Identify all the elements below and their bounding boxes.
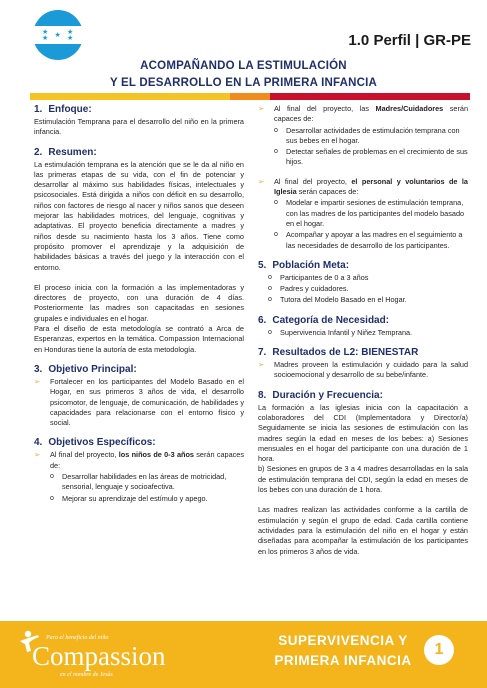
section-heading-objetivo: 3. Objetivo Principal: <box>34 363 137 375</box>
duracion-paragraph: Las madres realizan las actividades conforme a la cartilla de estimulación y según el grupo de edad. Cada cartilla contiene actividades para la estimulación del niño en el hogar y están diseñadas para acompañar la estimulación de los participantes en los primeros 3 años de vida. <box>258 505 468 556</box>
list-item: o Participantes de 0 a 3 años <box>268 273 468 283</box>
footer-title-line1: SUPERVIVENCIA Y <box>278 633 408 648</box>
section-heading-resumen: 2. Resumen: <box>34 146 97 158</box>
section-heading-enfoque: 1. Enfoque: <box>34 104 92 115</box>
enfoque-text: Estimulación Temprana para el desarrollo del niño en la primera infancia. <box>34 117 244 137</box>
left-column <box>34 104 244 505</box>
footer-title-line2: PRIMERA INFANCIA <box>274 653 412 668</box>
duracion-paragraph: La formación a las iglesias inicia con la capacitación a colaboradores del CDI (Implementadora y Director/a) Seguidamente se inicia las sesiones de estimulación con las madres según la edad en meses de los bebes: a) Sesiones mensuales en el hogar del participante con una duración de 1 hora. <box>258 402 468 464</box>
list-item: o Mejorar su aprendizaje del estímulo y apego. <box>50 494 244 504</box>
section-heading-poblacion: 5. Población Meta: <box>258 259 350 271</box>
resumen-paragraph: La estimulación temprana es la atención que se le da al niño en las primeras etapas de su vida, con el fin de potenciar y desarrollar al máximo sus habilidades físicas, intelectuales y psicosociales. Está dirigida a niños con déficit en su desarrollo, niños con factores de riesgo al nacer y niños sanos que deseen mejorar las habilidades motrices, del lenguaje, cognitivas y adaptativas. El proyecto beneficia directamente a madres y niños desde su nacimiento hasta los 3 años. Tiene como propósito promover el aprendizaje y la adquisición de habilidades básicas a través del juego y la interacción con el entorno. <box>34 159 244 272</box>
list-item: o Desarrollar habilidades en las áreas de motricidad, sensorial, lenguaje y socioafectiva. <box>50 472 244 493</box>
logo-brand-name: Compassion <box>32 641 166 671</box>
resumen-paragraph: El proceso inicia con la formación a las implementadoras y directores de proyecto, con una duración de 4 días. Posteriormente las madres son capacitadas en sesiones grupales e individuales en el hogar. <box>34 282 244 323</box>
list-item: o Desarrollar actividades de estimulación temprana con sus bebes en el hogar. <box>274 126 468 147</box>
section-heading-resultados: 7. Resultados de L2: BIENESTAR <box>258 347 419 359</box>
star-icon: ★ <box>67 28 74 36</box>
logo-tagline-bottom: en el nombre de Jesús <box>60 672 113 678</box>
objetivo-text: ➢ Fortalecer en los participantes del Modelo Basado en el Hogar, en sus primeros 3 años de vida, el desarrollo psicomotor, de lenguaje, de comunicación, de habilidades y capacidades para relacionarse con el entorno físico y social. <box>34 377 244 428</box>
footer-banner <box>0 621 487 688</box>
resumen-paragraph: Para el diseño de esta metodología se contrató a Arca de Esperanzas, expertos en la temática. Compassion Internacional en Honduras tiene la autoría de esta metodología. <box>34 324 244 354</box>
profile-code: 1.0 Perfil | GR-PE <box>348 32 471 49</box>
right-column <box>258 104 468 557</box>
section-heading-especificos: 4. Objetivos Específicos: <box>34 437 156 449</box>
flag-top-band <box>33 10 83 26</box>
resultados-text: ➢ Madres proveen la estimulación y cuidado para la salud socioemocional y desarrollo de su bebe/infante. <box>258 360 468 381</box>
list-item: o Tutora del Modelo Basado en el Hogar. <box>268 295 468 305</box>
list-item: o Acompañar y apoyar a las madres en el seguimiento a las necesidades de desarrollo de los participantes. <box>274 230 468 251</box>
list-item: o Supervivencia Infantil y Niñez Temprana. <box>268 328 468 338</box>
especificos-ninos-intro: ➢ Al final del proyecto, los niños de 0-3 años serán capaces de: <box>34 450 244 471</box>
duracion-paragraph: b) Sesiones en grupos de 3 a 4 madres desarrolladas en la sala de estimulación temprana del CDI, según la edad en meses de los bebes con una duración de 1 hora. <box>258 464 468 495</box>
page-title-line2: Y EL DESARROLLO EN LA PRIMERA INFANCIA <box>109 77 377 89</box>
star-icon: ★ <box>67 34 74 42</box>
list-item: o Padres y cuidadores. <box>268 284 468 294</box>
list-item: o Detectar señales de problemas en el crecimiento de sus hijos. <box>274 147 468 168</box>
especificos-madres-intro: ➢ Al final del proyecto, las Madres/Cuidadores serán capaces de: <box>258 104 468 125</box>
page-title-line1: ACOMPAÑANDO LA ESTIMULACIÓN <box>140 60 347 72</box>
section-heading-necesidad: 6. Categoría de Necesidad: <box>258 314 390 326</box>
star-icon: ★ <box>42 28 49 36</box>
section-heading-duracion: 8. Duración y Frecuencia: <box>258 389 383 401</box>
compassion-logo <box>16 629 196 684</box>
star-icon: ★ <box>42 34 49 42</box>
page-number: 1 <box>424 635 454 665</box>
flag-bottom-band <box>33 44 83 60</box>
color-bar-divider <box>30 93 470 100</box>
list-item: o Modelar e impartir sesiones de estimulación temprana, con las madres de los participantes del modelo basado en el hogar. <box>274 198 468 229</box>
honduras-flag-logo <box>33 10 83 60</box>
star-icon: ★ <box>54 30 61 39</box>
logo-tagline-top: Para el beneficio del niño <box>46 635 109 641</box>
especificos-iglesia-intro: ➢ Al final del proyecto, el personal y voluntarios de la Iglesia serán capaces de: <box>258 177 468 198</box>
